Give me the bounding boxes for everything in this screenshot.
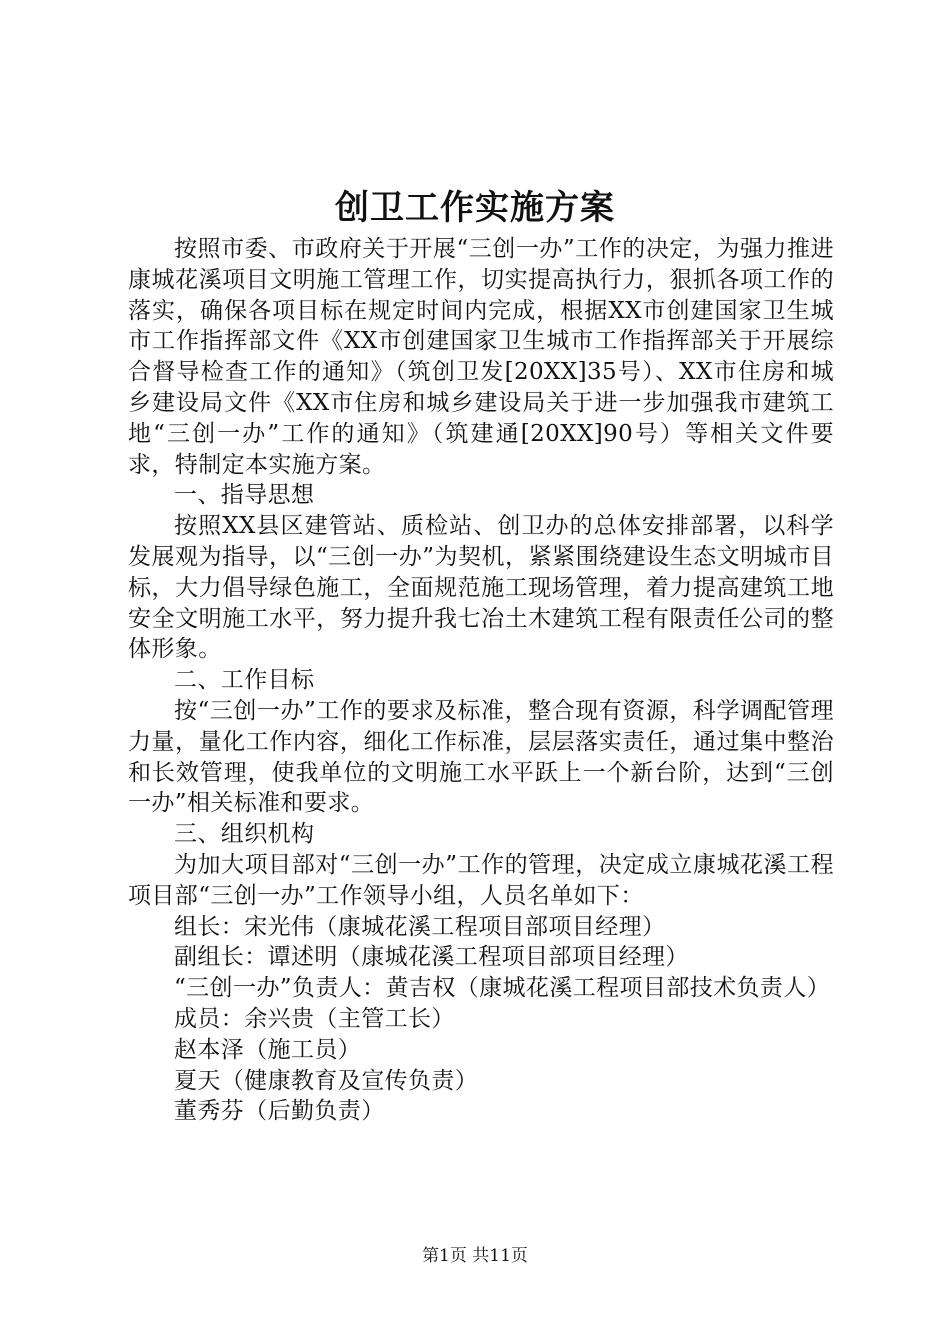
member-line-member-2: 赵本泽（施工员）	[174, 1036, 362, 1063]
document-body	[128, 234, 834, 1127]
page-number-footer: 第1页 共11页	[422, 1246, 528, 1266]
member-line-member-1: 成员：余兴贵（主管工长）	[174, 1005, 455, 1032]
document-title: 创卫工作实施方案	[335, 188, 615, 228]
section-heading-organization: 三、组织机构	[174, 821, 315, 848]
work-goals-paragraph: 按“三创一办”工作的要求及标准，整合现有资源，科学调配管理力量，量化工作内容，细化工作标准，层层落实责任，通过集中整治和长效管理，使我单位的文明施工水平跃上一个新台阶，达到“三创一办”相关标准和要求。	[128, 697, 834, 817]
organization-paragraph: 为加大项目部对“三创一办”工作的管理，决定成立康城花溪工程项目部“三创一办”工作领导小组，人员名单如下：	[128, 851, 834, 909]
member-line-member-4: 董秀芬（后勤负责）	[174, 1098, 385, 1125]
intro-paragraph: 按照市委、市政府关于开展“三创一办”工作的决定，为强力推进康城花溪项目文明施工管理工作，切实提高执行力，狠抓各项工作的落实，确保各项目标在规定时间内完成，根据XX市创建国家卫生城市工作指挥部文件《XX市创建国家卫生城市工作指挥部关于开展综合督导检查工作的通知》（筑创卫发[20XX]35号）、XX市住房和城乡建设局文件《XX市住房和城乡建设局关于进一步加强我市建筑工地“三创一办”工作的通知》（筑建通[20XX]90号）等相关文件要求，特制定本实施方案。	[128, 236, 834, 478]
member-line-responsible-person: “三创一办”负责人：黄吉权（康城花溪工程项目部技术负责人）	[174, 975, 831, 1002]
guiding-ideology-paragraph: 按照XX县区建管站、质检站、创卫办的总体安排部署，以科学发展观为指导，以“三创一办”为契机，紧紧围绕建设生态文明城市目标，大力倡导绿色施工，全面规范施工现场管理，着力提高建筑工地安全文明施工水平，努力提升我七冶土木建筑工程有限责任公司的整体形象。	[128, 513, 834, 663]
member-line-deputy-leader: 副组长：谭述明（康城花溪工程项目部项目经理）	[174, 944, 689, 971]
section-heading-guiding-ideology: 一、指导思想	[174, 482, 315, 509]
member-line-leader: 组长：宋光伟（康城花溪工程项目部项目经理）	[174, 913, 666, 940]
section-heading-work-goals: 二、工作目标	[174, 667, 315, 694]
member-line-member-3: 夏天（健康教育及宣传负责）	[174, 1067, 479, 1094]
